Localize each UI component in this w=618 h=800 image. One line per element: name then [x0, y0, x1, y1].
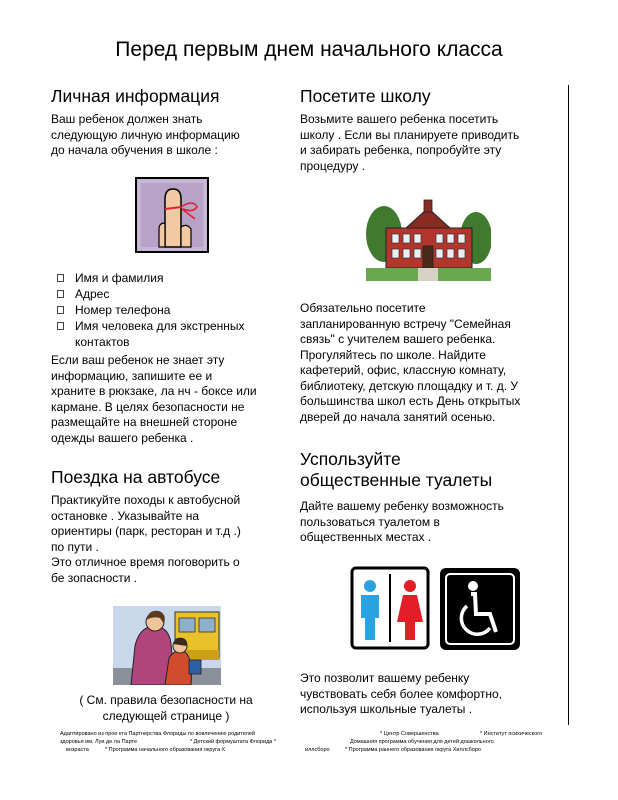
column-divider	[568, 85, 569, 725]
list-item: контактов	[75, 335, 130, 349]
checkbox-bullet-icon	[57, 274, 64, 282]
school-building-icon	[366, 194, 491, 281]
visit-school-details: Обязательно посетите запланированную встречу "Семейная связь" с учителем вашего ребенка. Прогуляйтесь по школе. Найдите кафетерий, офис, классную комнату, библиотеку, детскую площадку и т. д. У большинства школ есть День открытых дверей до начала занятий осенью.	[300, 301, 521, 424]
list-item: Номер телефона	[55, 302, 265, 318]
bus-text: Практикуйте походы к автобусной остановке . Указывайте на ориентиры (парк, ресторан и т.д .) по пути . Это отличное время поговорить о бе зопасности .	[51, 493, 241, 585]
visit-school-heading: Посетите школу	[300, 86, 431, 106]
checkbox-bullet-icon	[57, 290, 64, 298]
checkbox-bullet-icon	[57, 306, 64, 314]
personal-info-heading: Личная информация	[51, 86, 220, 106]
restroom-signs-icon	[350, 566, 522, 652]
personal-info-note: Если ваш ребенок не знает эту информацию, запишите ее и храните в рюкзаке, ла нч - боксе или кармане. В целях безопасности не размещайте на внешней стороне одежды вашего ребенка .	[51, 353, 257, 445]
toilets-benefit: Это позволит вашему ребенку чувствовать себя более комфортно, используя школьные туалеты .	[300, 671, 502, 716]
personal-info-intro: Ваш ребенок должен знать следующую личную информацию до начала обучения в школе :	[51, 112, 240, 157]
list-item: Имя человека для экстренных	[55, 318, 265, 334]
checkbox-bullet-icon	[57, 322, 64, 330]
page-title: Перед первым днем начального класса	[115, 38, 503, 61]
finger-with-string-icon	[135, 177, 209, 253]
bus-stop-family-icon	[113, 606, 221, 685]
personal-info-list	[55, 270, 265, 350]
list-item: Адрес	[55, 286, 265, 302]
bus-caption: ( См. правила безопасности на следующей странице )	[79, 693, 253, 723]
list-item: Имя и фамилия	[55, 270, 265, 286]
bus-heading: Поездка на автобусе	[51, 467, 221, 487]
footer-credits: Адаптировано из прое кта Партнерства Флориды по вовлечению родителей * Центр Совершенства * Институт психического здоровья им. Луи де ла Парте * Детский формуштата Флорида * Домашняя программа обучения для детей дошкольного возраста * Программа начального образования округа Х иллсборо * Программа раннего образования округа Хиллсборо	[60, 731, 543, 753]
toilets-text: Дайте вашему ребенку возможность пользоваться туалетом в общественных местах .	[300, 499, 504, 544]
visit-school-text: Возьмите вашего ребенка посетить школу . Если вы планируете приводить и забирать ребенка, попробуйте эту процедуру .	[300, 112, 520, 173]
toilets-heading: Успользуйте общественные туалеты	[300, 449, 493, 490]
